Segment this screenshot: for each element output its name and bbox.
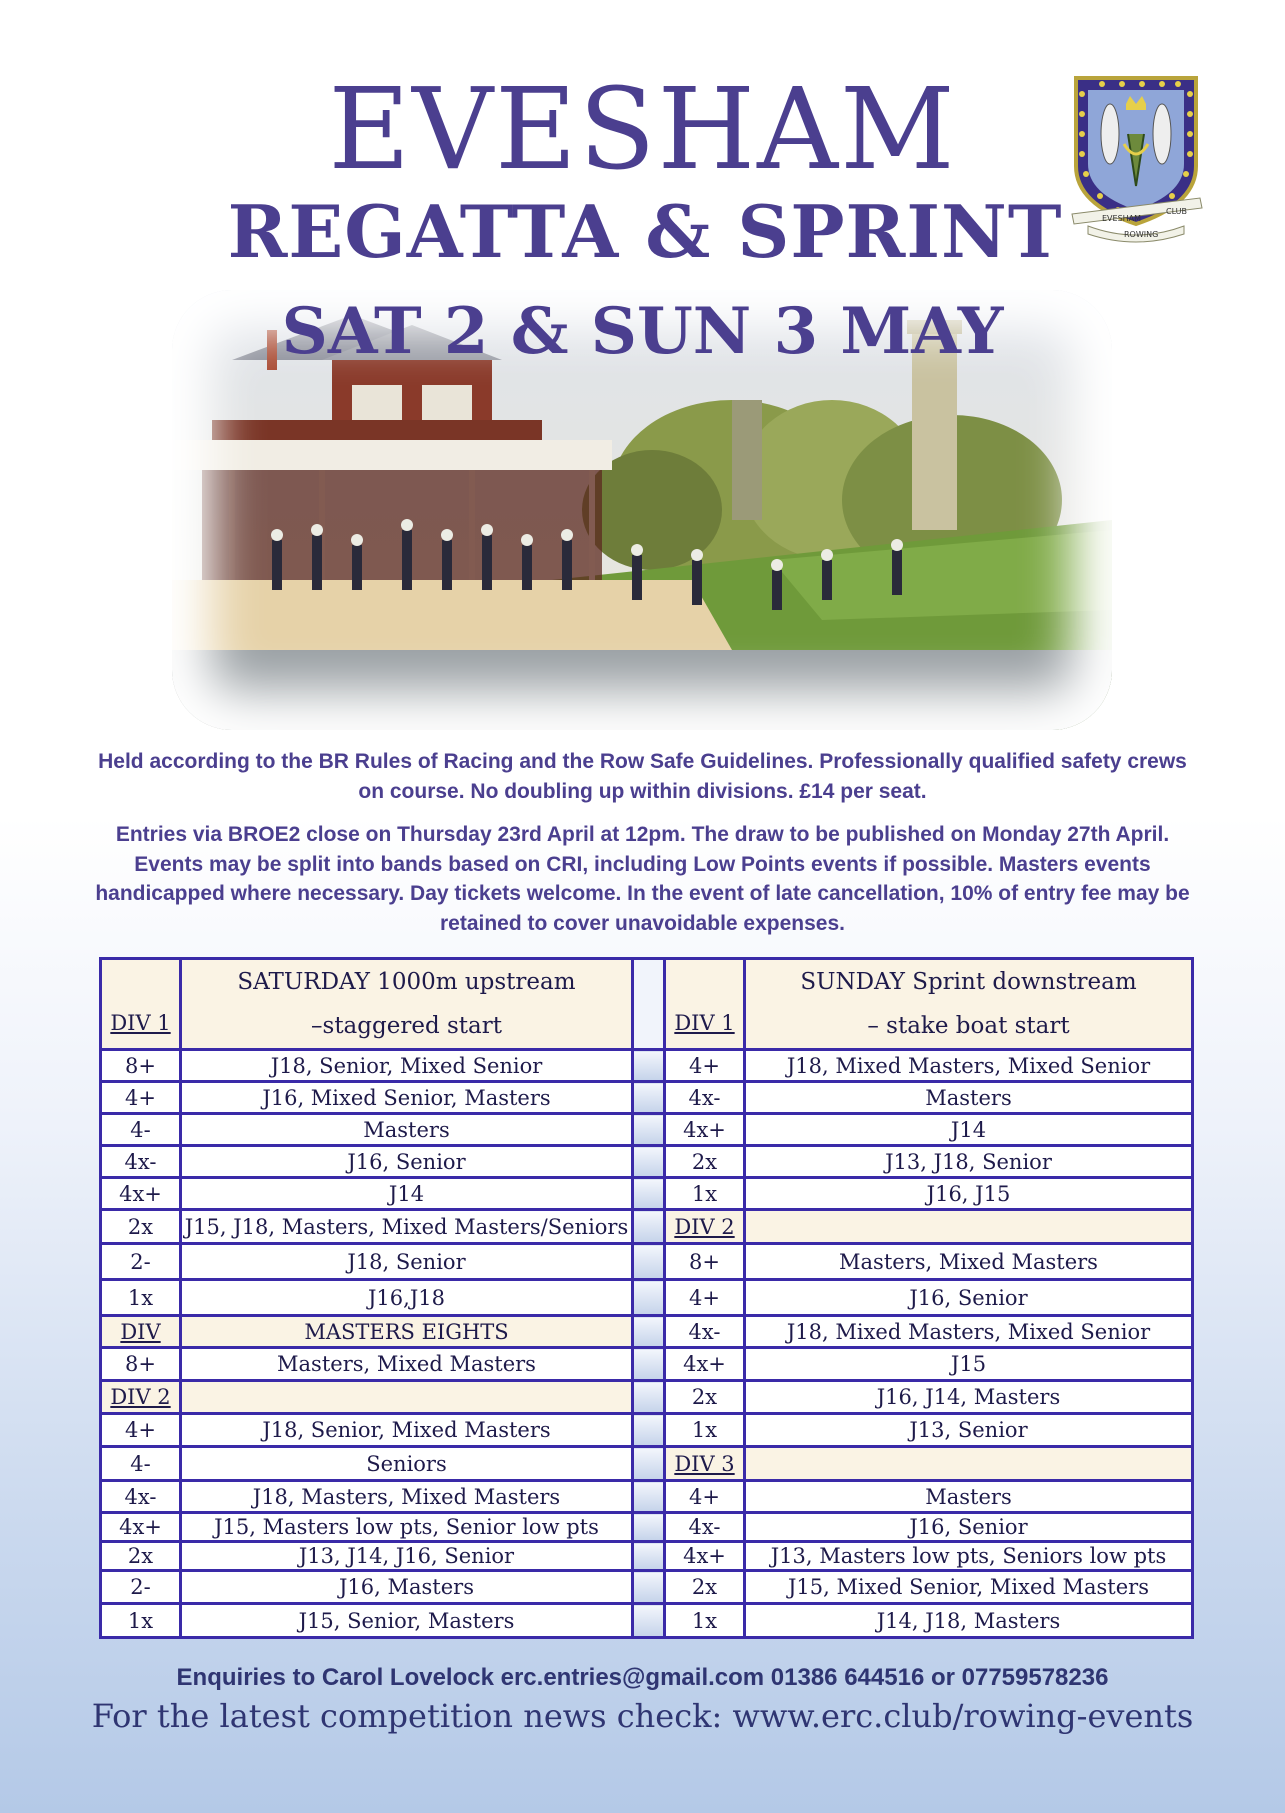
sunday-events: Masters [745, 1481, 1193, 1513]
saturday-events: Masters, Mixed Masters [181, 1348, 633, 1381]
sunday-boat-class: 4x+ [665, 1348, 745, 1381]
svg-text:CLUB: CLUB [1166, 207, 1187, 216]
column-spacer [633, 1210, 665, 1244]
saturday-boat-class: 4x+ [101, 1178, 181, 1210]
column-spacer [633, 1381, 665, 1414]
column-spacer [633, 1050, 665, 1082]
column-spacer [633, 1244, 665, 1280]
saturday-boat-class: 4- [101, 1447, 181, 1481]
schedule-row [101, 1244, 1193, 1280]
saturday-events: J16,J18 [181, 1280, 633, 1316]
sunday-boat-class: 2x [665, 1381, 745, 1414]
sunday-first-div: DIV 1 [665, 959, 745, 1050]
schedule-row [101, 1280, 1193, 1316]
saturday-events: J18, Masters, Mixed Masters [181, 1481, 633, 1513]
sunday-events: J16, Senior [745, 1280, 1193, 1316]
schedule-row [101, 1146, 1193, 1178]
event-title: EVESHAM [328, 65, 957, 195]
sunday-boat-class: 4+ [665, 1280, 745, 1316]
saturday-boat-class: 8+ [101, 1348, 181, 1381]
column-spacer [633, 1082, 665, 1114]
saturday-events [181, 1381, 633, 1414]
saturday-boat-class: 1x [101, 1280, 181, 1316]
saturday-events: J14 [181, 1178, 633, 1210]
saturday-boat-class: 4- [101, 1114, 181, 1146]
column-spacer [633, 1542, 665, 1571]
column-spacer [633, 1481, 665, 1513]
column-spacer [633, 1348, 665, 1381]
sunday-events: J14 [745, 1114, 1193, 1146]
saturday-events: J18, Senior, Mixed Masters [181, 1414, 633, 1447]
schedule-row [101, 1571, 1193, 1604]
sunday-boat-class: 4x- [665, 1316, 745, 1348]
news-line: For the latest competition news check: www.erc.club/rowing-events [91, 1697, 1194, 1735]
column-spacer [633, 1414, 665, 1447]
sunday-events: J16, J15 [745, 1178, 1193, 1210]
saturday-events: J13, J14, J16, Senior [181, 1542, 633, 1571]
sunday-boat-class: 4x+ [665, 1114, 745, 1146]
schedule-row [101, 1316, 1193, 1348]
sunday-events: J18, Mixed Masters, Mixed Senior [745, 1316, 1193, 1348]
schedule-row [101, 1604, 1193, 1638]
sunday-boat-class: 1x [665, 1604, 745, 1638]
schedule-row [101, 1348, 1193, 1381]
sunday-boat-class: 4+ [665, 1481, 745, 1513]
saturday-boat-class: 8+ [101, 1050, 181, 1082]
saturday-boat-class: 2x [101, 1210, 181, 1244]
sunday-boat-class: 2x [665, 1571, 745, 1604]
sunday-events: J18, Mixed Masters, Mixed Senior [745, 1050, 1193, 1082]
sunday-boat-class: 8+ [665, 1244, 745, 1280]
schedule-row [101, 1414, 1193, 1447]
column-spacer [633, 1114, 665, 1146]
sunday-boat-class: 4x+ [665, 1542, 745, 1571]
event-subtitle: REGATTA & SPRINT [227, 189, 1063, 274]
sunday-events: J15 [745, 1348, 1193, 1381]
saturday-events: Masters [181, 1114, 633, 1146]
saturday-events: J15, J18, Masters, Mixed Masters/Seniors [181, 1210, 633, 1244]
column-spacer [633, 1280, 665, 1316]
saturday-events: MASTERS EIGHTS [181, 1316, 633, 1348]
saturday-events: J15, Senior, Masters [181, 1604, 633, 1638]
sunday-events: J15, Mixed Senior, Mixed Masters [745, 1571, 1193, 1604]
column-spacer [633, 1316, 665, 1348]
schedule-table [99, 957, 1194, 1639]
schedule-header-row [101, 959, 1193, 1050]
saturday-division-label: DIV [101, 1316, 181, 1348]
sunday-boat-class: 4x- [665, 1082, 745, 1114]
saturday-events: J16, Mixed Senior, Masters [181, 1082, 633, 1114]
rules-paragraph: Held according to the BR Rules of Racing and the Row Safe Guidelines. Professionally qualified safety crews on course. No doubling up within divisions. £14 per seat. [98, 750, 1187, 803]
saturday-boat-class: 4x- [101, 1481, 181, 1513]
saturday-events: J16, Senior [181, 1146, 633, 1178]
sunday-events: J14, J18, Masters [745, 1604, 1193, 1638]
sunday-boat-class: 4+ [665, 1050, 745, 1082]
sunday-events: Masters, Mixed Masters [745, 1244, 1193, 1280]
column-spacer [633, 1513, 665, 1542]
evesham-rowing-club-crest-icon [1068, 74, 1204, 244]
schedule-row [101, 1542, 1193, 1571]
saturday-boat-class: 2- [101, 1571, 181, 1604]
saturday-boat-class: 2x [101, 1542, 181, 1571]
schedule-row [101, 1178, 1193, 1210]
schedule-row [101, 1481, 1193, 1513]
saturday-events: J16, Masters [181, 1571, 633, 1604]
saturday-boat-class: 4x- [101, 1146, 181, 1178]
column-spacer [633, 959, 665, 1050]
saturday-events: J18, Senior [181, 1244, 633, 1280]
sunday-header: SUNDAY Sprint downstream – stake boat start [745, 959, 1193, 1050]
saturday-events: J15, Masters low pts, Senior low pts [181, 1513, 633, 1542]
column-spacer [633, 1146, 665, 1178]
enquiries-line: Enquiries to Carol Lovelock erc.entries@gmail.com 01386 644516 or 07759578236 [176, 1664, 1109, 1691]
sunday-events: J16, Senior [745, 1513, 1193, 1542]
sunday-events: Masters [745, 1082, 1193, 1114]
sunday-events: J13, Masters low pts, Seniors low pts [745, 1542, 1193, 1571]
column-spacer [633, 1571, 665, 1604]
saturday-division-label: DIV 2 [101, 1381, 181, 1414]
sunday-division-label: DIV 2 [665, 1210, 745, 1244]
saturday-boat-class: 4+ [101, 1414, 181, 1447]
event-dates: SAT 2 & SUN 3 MAY [281, 294, 1004, 369]
saturday-boat-class: 2- [101, 1244, 181, 1280]
sunday-events: J13, J18, Senior [745, 1146, 1193, 1178]
saturday-events: J18, Senior, Mixed Senior [181, 1050, 633, 1082]
sunday-events [745, 1210, 1193, 1244]
sunday-division-label: DIV 3 [665, 1447, 745, 1481]
sunday-events: J16, J14, Masters [745, 1381, 1193, 1414]
saturday-header: SATURDAY 1000m upstream –staggered start [181, 959, 633, 1050]
saturday-boat-class: 4x+ [101, 1513, 181, 1542]
sunday-boat-class: 1x [665, 1414, 745, 1447]
sunday-boat-class: 1x [665, 1178, 745, 1210]
schedule-row [101, 1447, 1193, 1481]
entries-paragraph: Entries via BROE2 close on Thursday 23rd April at 12pm. The draw to be published on Monday 27th April. Events may be split into bands based on CRI, including Low Points events if possible. Masters events handicapped where necessary. Day tickets welcome. In the event of late cancellation, 10% of entry fee may be retained to cover unavoidable expenses. [95, 823, 1190, 935]
saturday-first-div: DIV 1 [101, 959, 181, 1050]
sunday-boat-class: 2x [665, 1146, 745, 1178]
schedule-row [101, 1050, 1193, 1082]
saturday-events: Seniors [181, 1447, 633, 1481]
schedule-row [101, 1513, 1193, 1542]
schedule-row [101, 1082, 1193, 1114]
schedule-row [101, 1210, 1193, 1244]
schedule-row [101, 1114, 1193, 1146]
svg-text:EVESHAM: EVESHAM [1102, 214, 1142, 223]
column-spacer [633, 1178, 665, 1210]
sunday-events [745, 1447, 1193, 1481]
sunday-events: J13, Senior [745, 1414, 1193, 1447]
saturday-boat-class: 4+ [101, 1082, 181, 1114]
column-spacer [633, 1447, 665, 1481]
schedule-row [101, 1381, 1193, 1414]
sunday-boat-class: 4x- [665, 1513, 745, 1542]
column-spacer [633, 1604, 665, 1638]
svg-text:ROWING: ROWING [1124, 230, 1159, 239]
saturday-boat-class: 1x [101, 1604, 181, 1638]
